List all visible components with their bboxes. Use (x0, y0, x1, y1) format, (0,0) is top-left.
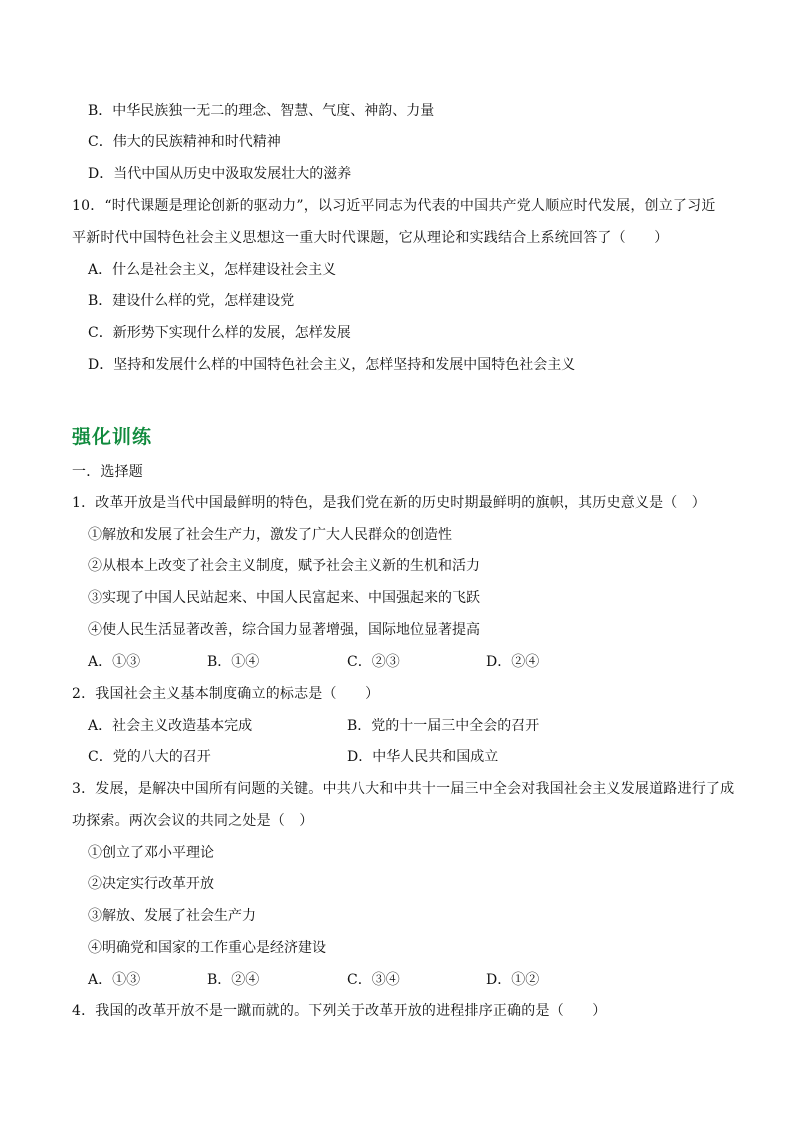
q10-option-a: A．什么是社会主义，怎样建设社会主义 (88, 262, 337, 278)
q1-option-a: A．①③ (88, 654, 141, 670)
q2-option-a: A．社会主义改造基本完成 (88, 718, 253, 734)
q2-option-c: C．党的八大的召开 (88, 749, 211, 765)
q9-option-b: B．中华民族独一无二的理念、智慧、气度、神韵、力量 (88, 103, 435, 119)
q3-stem-line2: 功探索。两次会议的共同之处是（ ） (72, 813, 314, 829)
q1-statement-3: ③实现了中国人民站起来、中国人民富起来、中国强起来的飞跃 (88, 590, 480, 606)
q3-statement-4: ④明确党和国家的工作重心是经济建设 (88, 940, 326, 956)
q9-option-c: C．伟大的民族精神和时代精神 (88, 134, 281, 150)
q3-statement-1: ①创立了邓小平理论 (88, 845, 214, 861)
q2-option-b: B．党的十一届三中全会的召开 (347, 718, 540, 734)
q3-stem-line1: 3．发展，是解决中国所有问题的关键。中共八大和中共十一届三中全会对我国社会主义发展道路进行了成 (72, 781, 735, 797)
q3-statement-3: ③解放、发展了社会生产力 (88, 908, 256, 924)
q10-stem-line2: 平新时代中国特色社会主义思想这一重大时代课题，它从理论和实践结合上系统回答了（ ） (72, 230, 669, 246)
q3-option-a: A．①③ (88, 972, 141, 988)
q3-statement-2: ②决定实行改革开放 (88, 876, 214, 892)
section-subheading: 一．选择题 (72, 464, 143, 480)
q3-option-c: C．③④ (347, 972, 400, 988)
q10-option-c: C．新形势下实现什么样的发展，怎样发展 (88, 325, 351, 341)
q1-statement-1: ①解放和发展了社会生产力，激发了广大人民群众的创造性 (88, 527, 452, 543)
q10-option-d: D．坚持和发展什么样的中国特色社会主义，怎样坚持和发展中国特色社会主义 (88, 357, 576, 373)
q9-option-d: D．当代中国从历史中汲取发展壮大的滋养 (88, 166, 352, 182)
q1-option-d: D．②④ (486, 654, 540, 670)
q3-option-b: B．②④ (207, 972, 260, 988)
section-heading: 强化训练 (72, 426, 153, 448)
q2-stem: 2．我国社会主义基本制度确立的标志是（ ） (72, 686, 380, 702)
q10-stem-line1: 10．“时代课题是理论创新的驱动力”，以习近平同志为代表的中国共产党人顺应时代发展，创立了习近 (72, 198, 716, 214)
q3-option-d: D．①② (486, 972, 540, 988)
q10-option-b: B．建设什么样的党，怎样建设党 (88, 293, 295, 309)
q1-statement-4: ④使人民生活显著改善，综合国力显著增强，国际地位显著提高 (88, 622, 480, 638)
q1-stem: 1．改革开放是当代中国最鲜明的特色，是我们党在新的历史时期最鲜明的旗帜，其历史意义是（ ） (72, 495, 706, 511)
q2-option-d: D．中华人民共和国成立 (347, 749, 499, 765)
q1-option-c: C．②③ (347, 654, 400, 670)
q4-stem: 4．我国的改革开放不是一蹴而就的。下列关于改革开放的进程排序正确的是（ ） (72, 1003, 607, 1019)
q1-statement-2: ②从根本上改变了社会主义制度，赋予社会主义新的生机和活力 (88, 558, 480, 574)
q1-option-b: B．①④ (207, 654, 260, 670)
